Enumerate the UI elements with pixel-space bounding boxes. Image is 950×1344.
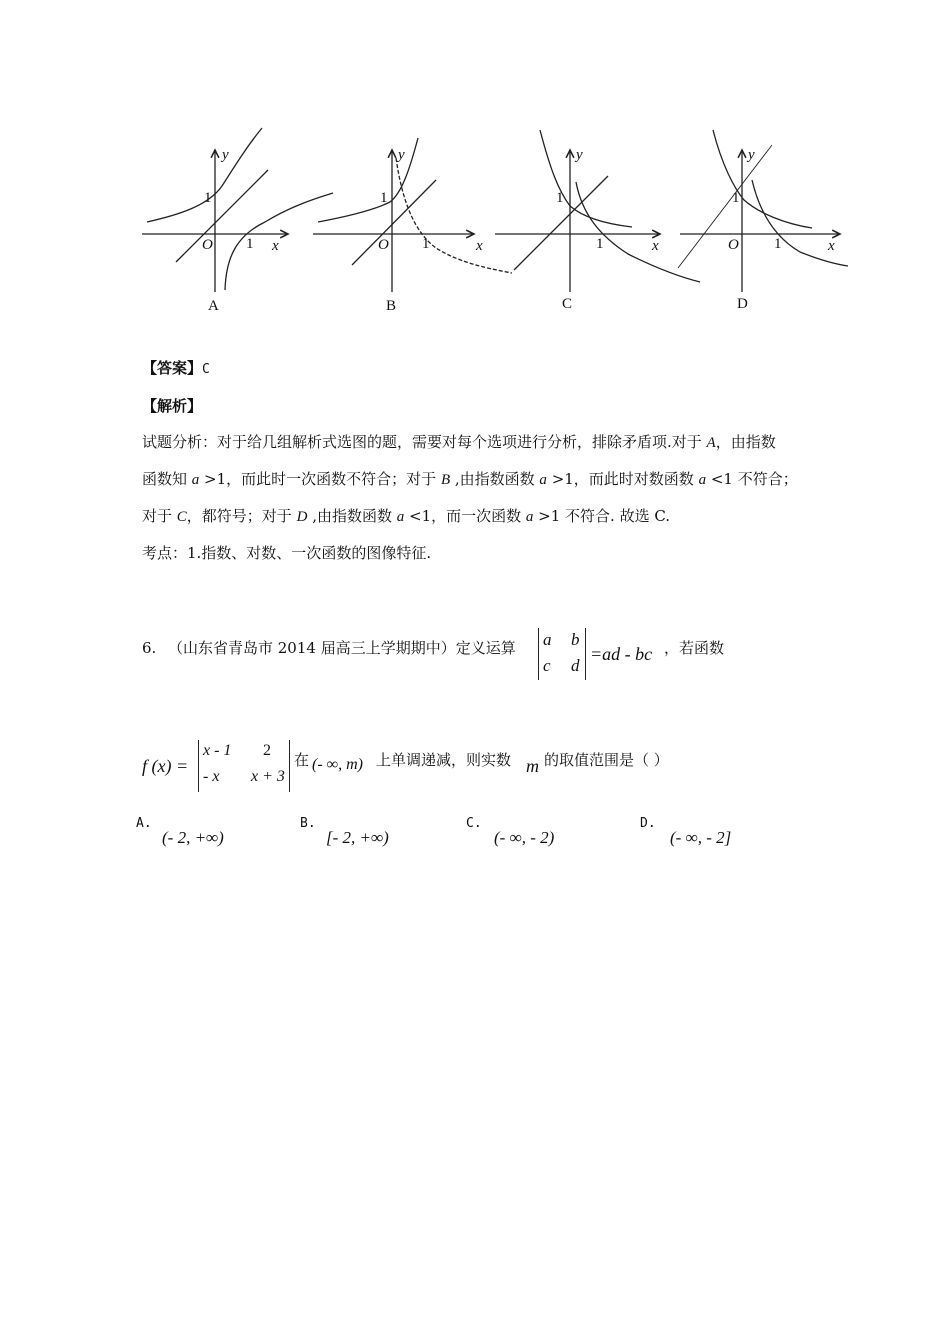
det-d: d	[571, 656, 580, 675]
option-a-value: (- 2, +∞)	[162, 828, 224, 847]
panel-d-y-label: y	[748, 147, 755, 163]
fdet-c: - x	[203, 768, 220, 785]
panel-a-x-label: x	[272, 238, 279, 254]
option-ref-b: B	[440, 472, 451, 488]
panel-a-origin-label: O	[202, 237, 213, 253]
option-c-label: C.	[466, 816, 482, 831]
panel-c-y-label: y	[576, 147, 583, 163]
panel-d-tick-x: 1	[774, 236, 782, 252]
option-b-value: [- 2, +∞)	[326, 828, 389, 847]
analysis-text: >1 不符合. 故选 C.	[533, 507, 671, 525]
analysis-text: <1，而一次函数	[404, 507, 526, 525]
question-source: （山东省青岛市 2014 届高三上学期期中）定义运算	[168, 639, 516, 657]
analysis-text: ,由指数函数	[450, 470, 540, 488]
var-a: a	[539, 472, 547, 488]
question-text-3: 的取值范围是（ ）	[544, 751, 669, 769]
fdet-b: 2	[263, 742, 271, 759]
var-a: a	[191, 472, 200, 488]
panel-b-tick-y: 1	[380, 190, 388, 206]
analysis-line-3	[142, 506, 670, 527]
analysis-text: 对于	[142, 507, 177, 525]
analysis-line-2	[142, 469, 798, 490]
panel-d-graph	[678, 130, 848, 292]
panel-b-caption: B	[386, 298, 397, 314]
question-suffix: ，若函数	[664, 639, 725, 657]
answer-label: 【答案】	[142, 359, 203, 377]
option-c-value: (- ∞, - 2)	[494, 828, 555, 847]
question-m: m	[526, 756, 539, 776]
option-b-label: B.	[300, 816, 316, 831]
panel-d-tick-y: 1	[732, 190, 740, 206]
analysis-text: >1，而此时一次函数不符合；对于	[199, 470, 441, 488]
analysis-text: 试题分析：对于给几组解析式选图的题，需要对每个选项进行分析，排除矛盾项.对于	[142, 433, 707, 451]
option-ref-a: A	[706, 435, 716, 451]
analysis-text: ，由指数	[715, 433, 776, 451]
analysis-text: <1 不符合；	[706, 470, 798, 488]
fdet-a: x - 1	[203, 742, 232, 759]
panel-b-x-label: x	[476, 238, 483, 254]
analysis-text: ,由指数函数	[307, 507, 397, 525]
option-d-value: (- ∞, - 2]	[670, 828, 732, 847]
function-determinant	[198, 740, 290, 792]
panel-c-graph	[495, 130, 700, 292]
det-b: b	[571, 630, 580, 649]
answer-line	[142, 358, 210, 380]
answer-value: C	[202, 362, 210, 377]
panel-a-caption: A	[208, 298, 219, 314]
panel-a-y-label: y	[222, 147, 229, 163]
option-d-label: D.	[640, 816, 656, 831]
analysis-text: ，都符号；对于	[186, 507, 297, 525]
det-a: a	[543, 630, 552, 649]
analysis-text: 函数知	[142, 470, 192, 488]
panel-a-tick-x: 1	[246, 236, 254, 252]
analysis-line-1	[142, 432, 776, 453]
option-a-label: A.	[136, 816, 152, 831]
det-c: c	[543, 656, 551, 675]
var-a: a	[396, 509, 405, 525]
var-a: a	[525, 509, 534, 525]
question-text-2: 上单调递减，则实数	[376, 751, 512, 769]
panel-d-caption: D	[737, 296, 748, 312]
panel-b-graph	[313, 138, 512, 292]
question-number: 6.	[142, 639, 157, 657]
determinant-definition	[538, 628, 586, 680]
panel-c-x-label: x	[652, 238, 659, 254]
panel-b-tick-x: 1	[422, 236, 430, 252]
panel-a-graph	[142, 128, 333, 292]
analysis-heading: 【解析】	[142, 397, 203, 415]
question-interval: (- ∞, m)	[312, 756, 363, 773]
analysis-line-4: 考点：1.指数、对数、一次函数的图像特征.	[142, 544, 432, 562]
panel-d-origin-label: O	[728, 237, 739, 253]
panel-a-tick-y: 1	[204, 190, 212, 206]
option-ref-d: D	[296, 509, 308, 525]
fdet-d: x + 3	[251, 768, 285, 785]
var-a: a	[698, 472, 707, 488]
option-ref-c: C	[176, 509, 187, 525]
graphs-svg	[0, 0, 950, 330]
panel-d-x-label: x	[828, 238, 835, 254]
function-fx: f (x) =	[142, 756, 189, 776]
panel-c-caption: C	[562, 296, 573, 312]
analysis-text: >1，而此时对数函数	[546, 470, 699, 488]
panel-b-y-label: y	[398, 147, 405, 163]
panel-c-tick-y: 1	[556, 190, 564, 206]
panel-c-tick-x: 1	[596, 236, 604, 252]
question-in: 在	[294, 751, 310, 769]
panel-b-origin-label: O	[378, 237, 389, 253]
function-graph-figure	[0, 0, 950, 330]
det-rhs: =ad - bc	[590, 644, 653, 664]
